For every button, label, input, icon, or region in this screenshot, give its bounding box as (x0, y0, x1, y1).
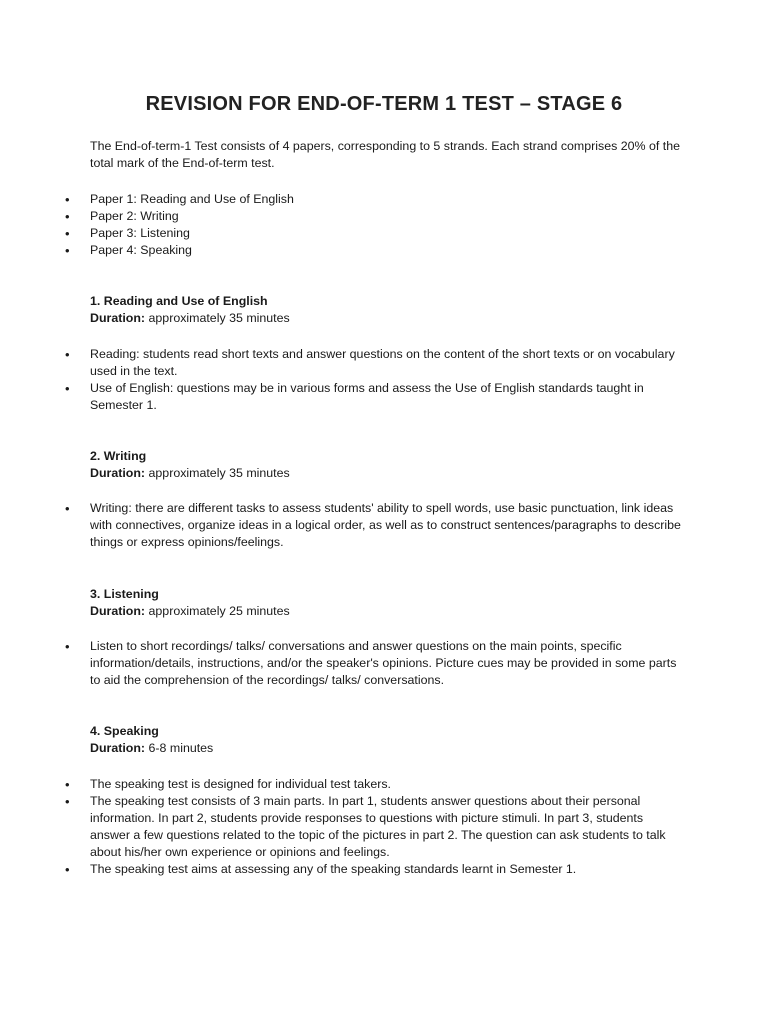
list-item: • Use of English: questions may be in various forms and assess the Use of English standards taught in Semester 1. (62, 380, 692, 414)
list-item: • Paper 4: Speaking (62, 242, 692, 259)
section-title: 3. Listening (90, 587, 159, 601)
duration-value: approximately 35 minutes (148, 466, 290, 480)
listening-bullets (62, 638, 682, 689)
list-item: • The speaking test aims at assessing any of the speaking standards learnt in Semester 1. (62, 861, 682, 878)
section-heading-speaking (90, 723, 213, 757)
list-item: • Writing: there are different tasks to assess students' ability to spell words, use basic punctuation, link ideas with connectives, organize ideas in a logical order, as well as to construct sentences/paragraphs to describe things or express opinions/feelings. (62, 500, 682, 551)
list-item: • Paper 2: Writing (62, 208, 692, 225)
page-title: REVISION FOR END-OF-TERM 1 TEST – STAGE 6 (145, 93, 623, 115)
section-heading-reading (90, 293, 290, 327)
list-item: • The speaking test is designed for individual test takers. (62, 776, 682, 793)
duration-value: 6-8 minutes (148, 741, 214, 755)
writing-bullets (62, 500, 682, 551)
duration-label: Duration: (90, 741, 146, 755)
duration-value: approximately 35 minutes (148, 311, 290, 325)
duration-label: Duration: (90, 311, 146, 325)
section-heading-listening (90, 586, 290, 620)
section-title: 1. Reading and Use of English (90, 294, 268, 308)
speaking-bullets (62, 776, 682, 878)
section-title: 4. Speaking (90, 724, 159, 738)
list-item: • Paper 1: Reading and Use of English (62, 191, 692, 208)
duration-label: Duration: (90, 604, 146, 618)
list-item: • Reading: students read short texts and answer questions on the content of the short texts or on vocabulary used in the text. (62, 346, 692, 380)
list-item: • Paper 3: Listening (62, 225, 692, 242)
duration-value: approximately 25 minutes (148, 604, 290, 618)
section-heading-writing (90, 448, 290, 482)
duration-label: Duration: (90, 466, 146, 480)
list-item: • The speaking test consists of 3 main parts. In part 1, students answer questions about their personal information. In part 2, students provide responses to questions with picture stimuli. In part 3, students answer a few questions related to the topic of the pictures in part 2. The question can ask students to talk about his/her own experience or opinions and feelings. (62, 793, 682, 861)
papers-list (62, 191, 692, 259)
section-title: 2. Writing (90, 449, 147, 463)
intro-paragraph: The End-of-term-1 Test consists of 4 papers, corresponding to 5 strands. Each strand comprises 20% of the total mark of the End-of-term test. (90, 139, 680, 170)
reading-bullets (62, 346, 692, 414)
list-item: • Listen to short recordings/ talks/ conversations and answer questions on the main points, specific information/details, instructions, and/or the speaker's opinions. Picture cues may be provided in some parts to aid the comprehension of the recordings/ talks/ conversations. (62, 638, 682, 689)
